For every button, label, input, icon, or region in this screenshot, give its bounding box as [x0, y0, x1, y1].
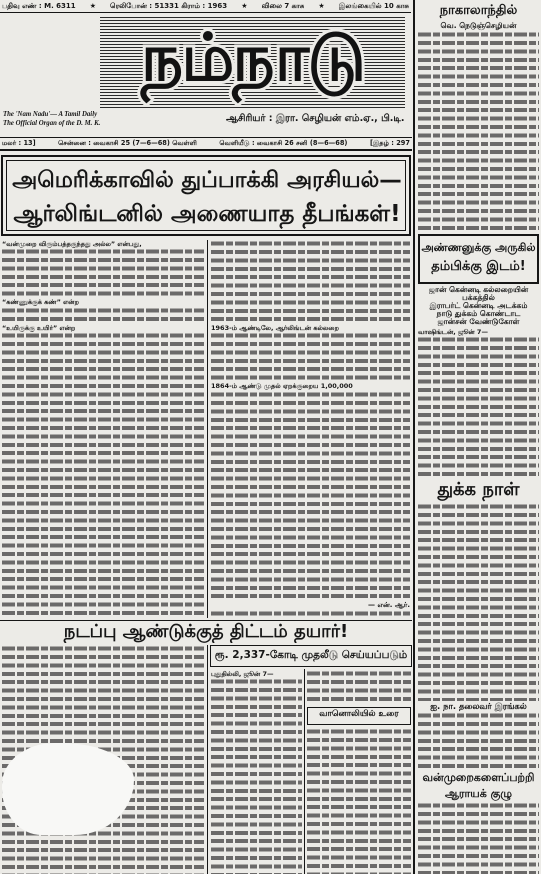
lead-headline-line-2: ஆர்லிங்டனில் அணையாத தீபங்கள்! — [13, 201, 401, 227]
body-text — [211, 678, 302, 874]
masthead-logo — [100, 15, 405, 108]
kennedy-dateline: வாஷிங்டன், ஜூன் 7— — [418, 328, 488, 336]
issue-number: [இதழ் : 297 — [369, 139, 410, 147]
paragraph-lead: “வன்முறை விரும்பத்தகுந்தது அல்ல” என்பது, — [2, 240, 142, 248]
plan-headline: நடப்பு ஆண்டுக்குத் திட்டம் தயார்! — [0, 620, 412, 643]
kennedy-subline: இராபர்ட் கென்னடி அடக்கம் — [429, 302, 528, 310]
english-title: The 'Nam Nadu'— A Tamil Daily — [3, 111, 98, 118]
body-text — [418, 503, 539, 701]
radio-address-box: வானொலியில் உரை — [307, 707, 411, 725]
column-rule — [207, 645, 208, 874]
byline: — என். ஆர். — [368, 601, 410, 609]
body-text — [211, 240, 410, 324]
kennedy-headline-box — [418, 234, 539, 284]
star-icon — [90, 2, 96, 10]
body-text — [307, 670, 411, 704]
un-condolence-title: ஐ. நா. தலைவர் இரங்கல் — [430, 701, 527, 712]
star-icon — [241, 2, 247, 10]
plan-story-middle-column — [211, 670, 302, 874]
nagaland-title: நாகாலாந்தில் — [439, 3, 518, 18]
paragraph-lead: 1864-ம் ஆண்டு முதல் ஏறக்குறைய 1,00,000 — [211, 382, 353, 391]
body-text — [307, 728, 411, 874]
body-text — [211, 332, 410, 382]
volume-number: மலர் : 13] — [2, 139, 36, 147]
ceylon-price: இலங்கையில் 10 காசு — [338, 1, 409, 10]
violence-title-line-1: வன்முறைகளைப்பற்றி — [422, 771, 535, 785]
phone-number: ரெலிபோன் : 51331 கிராம் : 1963 — [110, 1, 228, 10]
kennedy-subline: நாடு துக்கம் கொண்டாட — [436, 310, 521, 318]
kennedy-headline-line-1: அண்ணனுக்கு அருகில் — [421, 241, 536, 254]
top-strip — [0, 0, 411, 13]
paragraph-lead: “கண்ணுக்குக் கண்” என்ற — [2, 298, 79, 307]
body-text — [418, 336, 539, 476]
body-text — [418, 712, 539, 770]
violence-inquiry-title — [418, 770, 539, 802]
english-tagline — [3, 111, 101, 135]
column-rule — [304, 669, 305, 874]
logo-text: நம்நாடு — [140, 18, 365, 96]
body-text — [418, 31, 539, 231]
column-rule — [207, 240, 208, 618]
body-text — [2, 307, 204, 324]
lead-story-right-column — [211, 240, 410, 618]
paragraph-lead: 1963-ம் ஆண்டிலே, ஆர்லிங்டன் கல்லறை — [211, 324, 339, 332]
lead-headline-line-1: அமெரிக்காவில் துப்பாக்கி அரசியல்— — [12, 167, 402, 193]
lead-headline-box — [1, 155, 411, 236]
body-text — [418, 802, 539, 874]
plan-story-left-column — [2, 645, 204, 874]
violence-title-line-2: ஆராயக் குழு — [444, 787, 513, 801]
kennedy-subline: ஜான்சன் வேண்டுகோள் — [437, 318, 520, 326]
sidebar — [415, 0, 540, 874]
body-text — [211, 391, 410, 600]
kennedy-subline: பக்கத்தில் — [462, 294, 495, 302]
body-text — [2, 332, 204, 618]
publication-date: வெளியீடு : வைகாசி 26 சனி (8—6—68) — [219, 139, 348, 147]
registration-number: பதிவு எண் : M. 6311 — [2, 1, 76, 10]
kennedy-headline-line-2: தம்பிக்கு இடம்! — [431, 259, 526, 274]
english-subtitle: The Official Organ of the D. M. K. — [3, 119, 101, 127]
star-icon — [318, 2, 324, 10]
mourning-day-title: துக்க நாள் — [437, 479, 520, 501]
body-text — [211, 610, 410, 618]
madras-date: சென்னை : வைகாசி 25 (7—6—68) வெள்ளி — [58, 139, 197, 147]
plan-story-right-column — [307, 670, 411, 874]
lead-story-left-column — [2, 240, 204, 618]
price: விலை 7 காசு — [261, 1, 305, 10]
nagaland-byline: வெ. நெடுஞ்செழியன் — [440, 21, 517, 30]
plan-subheadline: ரூ. 2,337-கோடி முதலீடு செய்யப்படும் — [210, 645, 412, 667]
paragraph-lead: “உயிருக்கு உயிர்” என்ற — [2, 323, 76, 332]
kennedy-subline: ஜான் கென்னடி கல்லறையின் — [428, 286, 529, 294]
plan-dateline: புதுதில்லி, ஜூன் 7— — [211, 670, 274, 678]
issue-line — [0, 137, 412, 151]
body-text — [2, 248, 204, 298]
editor-line: ஆசிரியர் : இரா. செழியன் எம்.ஏ., பி.டி. — [226, 113, 405, 124]
